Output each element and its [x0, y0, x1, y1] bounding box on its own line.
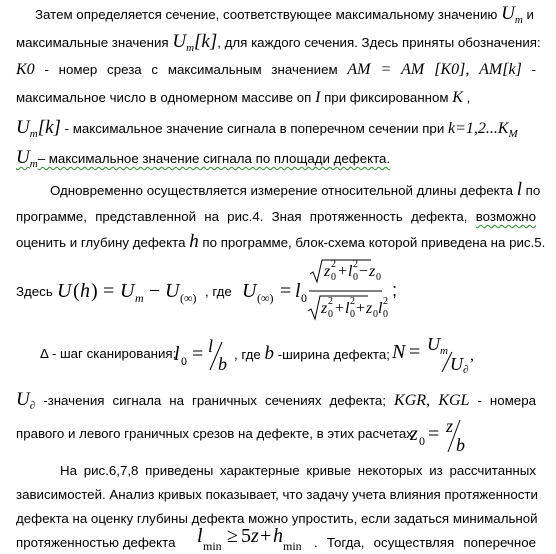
svg-text:z: z: [410, 423, 418, 445]
svg-text:0: 0: [328, 309, 333, 320]
svg-text:U: U: [165, 280, 180, 302]
text-l3b: -: [531, 62, 537, 77]
equation-2-step: Δ - шаг сканирования;: [40, 346, 177, 361]
var-l: l: [516, 179, 522, 200]
svg-text:z: z: [446, 416, 454, 436]
svg-text:l: l: [208, 336, 214, 356]
svg-text:(∞): (∞): [257, 291, 274, 305]
equation-1-label: Здесь: [16, 284, 53, 299]
svg-text:=: =: [103, 280, 115, 302]
svg-text:l: l: [348, 263, 353, 280]
paragraph-4-line-4-end: . Тогда, осуществляя поперечное: [314, 535, 536, 550]
svg-text:z: z: [369, 263, 376, 280]
text-l8a: программе, представленной на рис.4. Зная протяженность дефекта,: [16, 209, 468, 224]
equation-2-text: , где b -ширина дефекта;: [234, 343, 390, 364]
text-l3a: - номер среза с максимальным значением: [44, 62, 338, 77]
svg-text:l: l: [197, 525, 203, 547]
svg-text:=: =: [192, 343, 204, 365]
svg-text:+: +: [260, 525, 272, 547]
svg-text:=: =: [428, 423, 440, 445]
svg-text:0: 0: [331, 272, 336, 283]
paragraph-1-line-2: [16, 31, 541, 58]
svg-text:l: l: [345, 300, 350, 317]
text-l7b: по: [525, 183, 541, 198]
paragraph-1-line-4: [16, 88, 536, 108]
svg-text:): ): [91, 280, 98, 302]
paragraph-2-line-1: [50, 179, 541, 201]
range-k: $k=1,2...K_M$: [447, 120, 518, 140]
equation-2-l0: [172, 336, 234, 376]
svg-text:0: 0: [181, 354, 187, 368]
svg-text:U: U: [120, 280, 135, 302]
paragraph-4-line-1: На рис.6,7,8 приведены характерные кривые некоторых из рассчитанных: [60, 463, 536, 478]
svg-text:U: U: [57, 280, 72, 302]
svg-text:0: 0: [301, 291, 307, 305]
svg-text:∂: ∂: [463, 364, 469, 374]
text-l4b: при фиксированном: [324, 90, 449, 105]
svg-text:+: +: [335, 300, 345, 317]
svg-text:z: z: [366, 300, 373, 317]
var-h: h: [189, 231, 199, 252]
text-l10a: -значения сигнала на граничных сечениях дефекта;: [43, 393, 386, 408]
vars-kgr-kgl: KGR, KGL: [394, 392, 470, 409]
paragraph-1-line-5: [16, 118, 536, 144]
var-k0: K0: [16, 61, 35, 78]
var-um-k: $U_m[k]$: [172, 31, 218, 54]
svg-text:2: 2: [383, 296, 388, 307]
paragraph-3-line-2: правого и левого граничных срезов на дефекте, в этих расчетах: [16, 426, 413, 441]
var-ud: $U_\partial$: [16, 389, 36, 412]
svg-text:−: −: [359, 263, 369, 280]
svg-text:5: 5: [241, 525, 251, 547]
text-l4c: ,: [466, 90, 471, 105]
text-l2a: максимальные значения: [16, 35, 169, 50]
svg-text:U: U: [450, 354, 463, 374]
paragraph-1-line-6: [16, 148, 536, 174]
var-um-k-2: $U_m[k]$: [16, 117, 61, 140]
svg-text:2: 2: [328, 296, 333, 307]
equation-1-semicolon: ;: [392, 280, 398, 300]
svg-text:h: h: [273, 525, 283, 547]
svg-text:h: h: [80, 280, 90, 302]
paragraph-4-line-3: дефекта на оценку глубины дефекта можно упростить, если задаться минимальной: [16, 511, 538, 526]
equation-4-lmin: [193, 520, 313, 554]
svg-text:m: m: [440, 345, 448, 357]
svg-text:2: 2: [350, 296, 355, 307]
svg-text:z: z: [324, 263, 331, 280]
svg-text:−: −: [149, 280, 161, 302]
equation-2-n: [390, 332, 476, 374]
svg-text:min: min: [283, 539, 302, 553]
svg-text:b: b: [456, 435, 465, 455]
paragraph-1-line-1: [35, 4, 536, 30]
svg-text:z: z: [251, 525, 259, 547]
paragraph-4-line-4-start: протяженностью дефекта: [16, 535, 176, 550]
svg-text:m: m: [135, 291, 144, 305]
paragraph-4-line-2: зависимостей. Анализ кривых показывает, что задачу учета влияния протяженности: [16, 487, 538, 502]
text-l4a: максимальное число в одномерном массиве оп: [16, 90, 312, 105]
svg-text:(∞): (∞): [180, 291, 197, 305]
svg-text:U: U: [427, 334, 440, 354]
svg-text:l: l: [295, 280, 301, 302]
paragraph-2-line-3: [16, 231, 546, 253]
svg-text:0: 0: [383, 309, 388, 320]
var-k: K: [452, 89, 463, 106]
equation-1-rhs: [242, 256, 392, 326]
svg-text:l: l: [174, 343, 180, 365]
text-l7a: Одновременно осуществляется измерение относительной длины дефекта: [50, 183, 513, 198]
formula-am: AM = AM [K0], AM[k]: [347, 61, 522, 78]
svg-text:N: N: [392, 341, 406, 363]
svg-text:≥: ≥: [227, 525, 238, 547]
svg-text:0: 0: [350, 309, 355, 320]
equation-1-gde: , где: [205, 284, 232, 299]
equation-3-z0: [408, 414, 468, 456]
svg-text:0: 0: [353, 272, 358, 283]
svg-text:b: b: [218, 354, 227, 374]
svg-text:,: ,: [470, 347, 474, 364]
text-l9a: оценить и глубину дефекта: [16, 235, 186, 250]
text-l1a: Затем определяется сечение, соответствующее максимальному значению: [35, 7, 498, 22]
svg-text:=: =: [409, 341, 421, 363]
svg-text:l: l: [378, 300, 383, 317]
text-l5a: - максимальное значение сигнала в поперечном сечении при: [64, 121, 445, 136]
svg-text:2: 2: [353, 259, 358, 270]
svg-text:+: +: [356, 300, 366, 317]
svg-text:+: +: [338, 263, 348, 280]
text-l2b: , для каждого сечения. Здесь приняты обозначения:: [217, 35, 541, 50]
svg-text:0: 0: [376, 272, 381, 283]
paragraph-3-line-1: [16, 390, 536, 416]
svg-text:=: =: [280, 280, 292, 302]
svg-text:0: 0: [373, 309, 378, 320]
paragraph-1-line-3: [16, 60, 536, 80]
svg-text:(: (: [73, 280, 80, 302]
paragraph-2-line-2: [16, 209, 536, 225]
var-i: I: [315, 89, 321, 106]
text-l9b: по программе, блок-схема которой приведена на рис.5.: [202, 235, 546, 250]
svg-text:0: 0: [419, 434, 425, 448]
word-vozmozhno: возможно: [475, 209, 536, 224]
svg-text:min: min: [203, 539, 222, 553]
svg-text:z: z: [321, 300, 328, 317]
text-l10b: - номера: [477, 393, 536, 408]
svg-text:U: U: [242, 280, 257, 302]
text-l1b: и: [526, 7, 534, 22]
svg-text:2: 2: [331, 259, 336, 270]
var-um: $U_m$: [501, 3, 523, 26]
definition-um: $U_m-$ максимальное значение сигнала по площади дефекта.: [16, 147, 391, 170]
